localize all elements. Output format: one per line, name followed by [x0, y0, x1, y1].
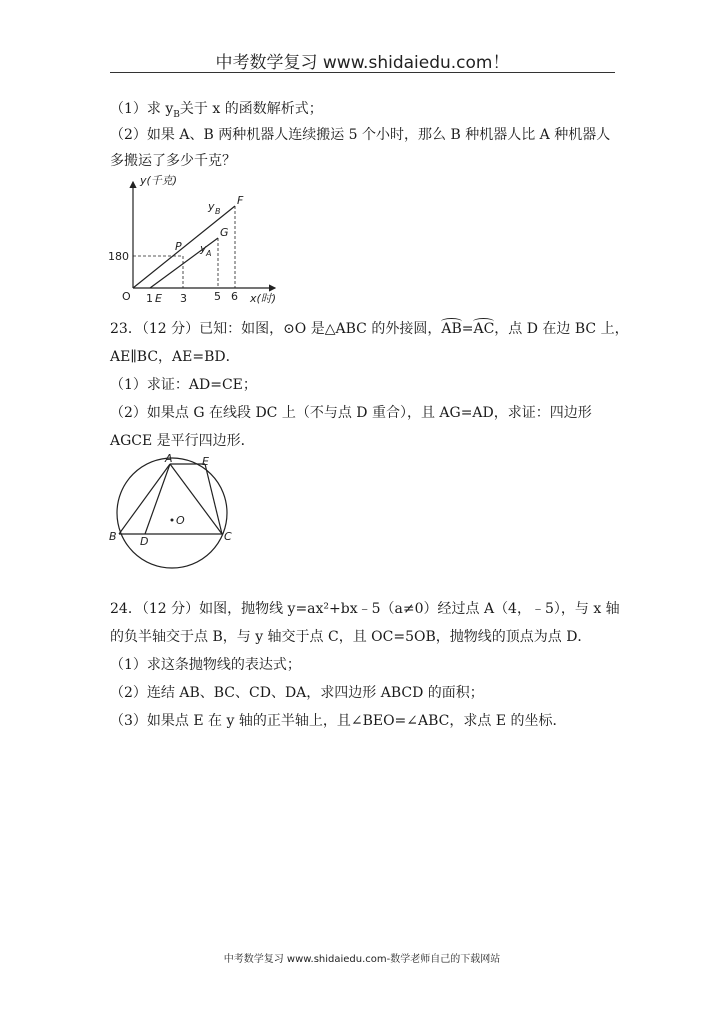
page-footer: 中考数学复习 www.shidaiedu.com-数学老师自己的下载网站 — [223, 954, 501, 965]
circle-figure — [105, 452, 240, 577]
x-axis-label: x(时) — [250, 292, 277, 305]
q23-line2: AE∥BC，AE=BD． — [110, 349, 240, 365]
point-P-label: P — [175, 240, 182, 253]
center-dot — [171, 519, 174, 522]
circumcircle — [117, 458, 227, 568]
segment-AB — [119, 464, 170, 534]
x-tick-3: 3 — [180, 292, 187, 305]
label-yA: y — [200, 242, 207, 255]
q24-part3: （3）如果点 E 在 y 轴的正半轴上，且∠BEO=∠ABC，求点 E 的坐标． — [110, 713, 567, 729]
label-yB-sub: B — [215, 207, 221, 216]
q23-part1: （1）求证：AD=CE； — [110, 377, 257, 393]
q23-part2: （2）如果点 G 在线段 DC 上（不与点 D 重合），且 AG=AD，求证：四边形 — [110, 405, 592, 421]
q23-part2-cont: AGCE 是平行四边形． — [110, 433, 255, 449]
header-rule — [110, 72, 615, 73]
q22-part1: （1）求 $y_B$关于 x 的函数解析式； — [110, 101, 323, 120]
label-yA-sub: A — [206, 249, 212, 258]
x-tick-6: 6 — [231, 290, 238, 303]
y-tick-180: 180 — [108, 250, 129, 263]
q23-line1: 23．（12 分）已知：如图，⊙O 是△ABC 的外接圆，AB=AC，点 D 在边 BC 上， — [110, 321, 629, 337]
label-B: B — [109, 530, 117, 543]
q22-part2-cont: 多搬运了多少千克？ — [110, 153, 236, 169]
label-yB: y — [208, 200, 215, 213]
robot-line-graph — [100, 172, 300, 307]
y-axis-label: y(千克) — [140, 174, 178, 187]
point-G-label: G — [220, 226, 229, 239]
q24-line1: 24．（12 分）如图，抛物线 y=ax²+bx﹣5（a≠0）经过点 A（4，﹣5），与 x 轴 — [110, 601, 620, 617]
q24-line2: 的负半轴交于点 B，与 y 轴交于点 C，且 OC=5OB，抛物线的顶点为点 D． — [110, 629, 592, 645]
point-F-label: F — [237, 194, 244, 207]
label-A: A — [165, 452, 173, 465]
label-E: E — [202, 455, 209, 468]
x-tick-5: 5 — [214, 290, 221, 303]
q24-part2: （2）连结 AB、BC、CD、DA，求四边形 ABCD 的面积； — [110, 685, 484, 701]
x-tick-1: 1 — [146, 292, 153, 305]
label-O: O — [176, 514, 185, 527]
line-yB — [133, 206, 235, 288]
q22-part2: （2）如果 A、B 两种机器人连续搬运 5 个小时，那么 B 种机器人比 A 种机器人 — [110, 127, 611, 143]
label-C: C — [224, 530, 232, 543]
segment-AD — [145, 464, 170, 534]
point-E-label: E — [155, 292, 162, 305]
q24-part1: （1）求这条抛物线的表达式； — [110, 657, 301, 673]
origin-label: O — [122, 290, 131, 303]
label-D: D — [140, 535, 149, 548]
line-yA — [150, 238, 218, 288]
page-header-title: 中考数学复习 www.shidaiedu.com！ — [215, 53, 510, 73]
